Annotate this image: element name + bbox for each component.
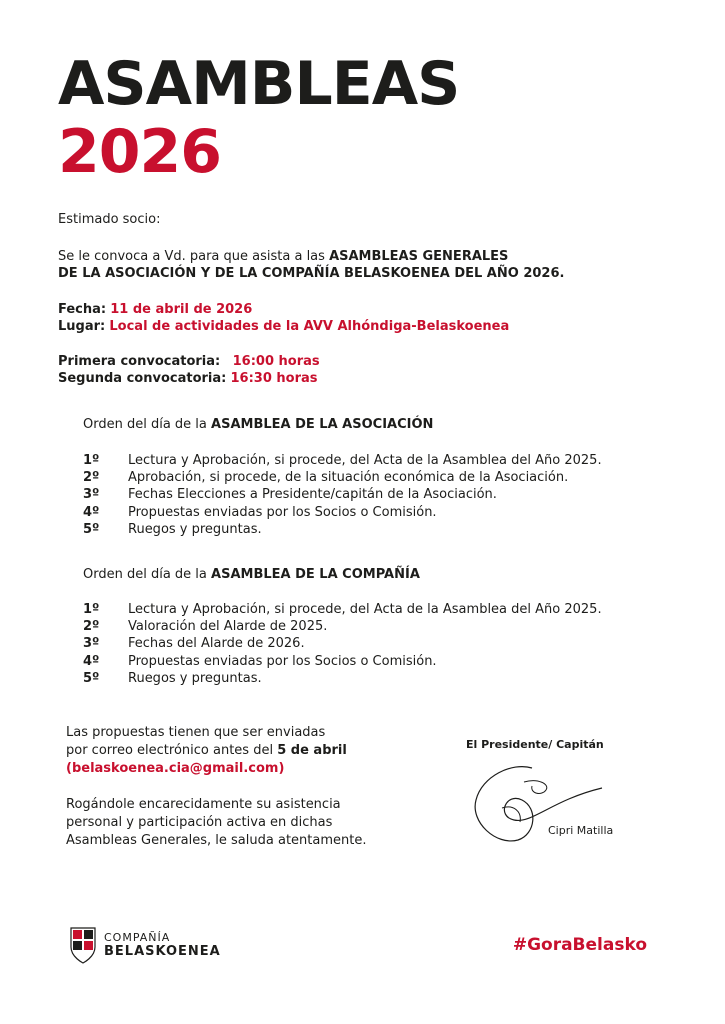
agenda-compania-list (83, 601, 602, 687)
closing-line-2: personal y participación activa en dichas (66, 815, 333, 830)
list-item (83, 469, 602, 486)
item-text: Propuestas enviadas por los Socios o Comisión. (128, 653, 437, 669)
item-text: Fechas Elecciones a Presidente/capitán de la Asociación. (128, 487, 497, 503)
greeting: Estimado socio: (58, 212, 161, 227)
intro-bold-1: ASAMBLEAS GENERALES (329, 249, 509, 264)
item-text: Ruegos y preguntas. (128, 670, 262, 686)
list-item (83, 618, 602, 635)
title-line-year: 2026 (58, 117, 221, 187)
list-item (83, 653, 602, 670)
item-number: 1º (83, 453, 100, 468)
item-text: Aprobación, si procede, de la situación económica de la Asociación. (128, 470, 569, 486)
agenda-asociacion-list (83, 452, 602, 538)
item-number: 5º (83, 670, 100, 686)
list-item (83, 504, 602, 521)
agenda-asociacion-title: ASAMBLEA DE LA ASOCIACIÓN (211, 417, 434, 432)
page-title (58, 50, 459, 186)
logo-line-1: COMPAÑÍA (104, 931, 171, 944)
logo-line-2: BELASKOENEA (104, 944, 221, 959)
item-text: Lectura y Aprobación, si procede, del Acta de la Asamblea del Año 2025. (128, 602, 602, 617)
primera-label: Primera convocatoria: (58, 354, 221, 369)
item-number: 1º (83, 602, 100, 617)
handwritten-signature (462, 756, 612, 852)
signature-name: Cipri Matilla (548, 824, 614, 837)
item-number: 3º (83, 487, 100, 503)
deadline-date: 5 de abril (277, 743, 347, 758)
contact-email: (belaskoenea.cia@gmail.com) (66, 761, 285, 776)
item-text: Lectura y Aprobación, si procede, del Acta de la Asamblea del Año 2025. (128, 453, 602, 468)
agenda-compania-heading (83, 567, 420, 582)
fecha-label: Fecha: (58, 302, 107, 317)
agenda-asociacion-prefix: Orden del día de la (83, 417, 212, 432)
item-text: Ruegos y preguntas. (128, 521, 262, 537)
item-text: Propuestas enviadas por los Socios o Comisión. (128, 504, 437, 520)
fecha-value: 11 de abril de 2026 (110, 302, 253, 317)
item-number: 5º (83, 521, 100, 537)
title-line-asambleas: ASAMBLEAS (58, 49, 460, 119)
item-text: Valoración del Alarde de 2025. (128, 619, 328, 635)
list-item (83, 635, 602, 652)
segunda-convocatoria-line (58, 370, 318, 387)
footer-line-2 (66, 742, 366, 760)
intro-bold-2: DE LA ASOCIACIÓN Y DE LA COMPAÑÍA BELASKOENEA DEL AÑO 2026. (58, 266, 565, 281)
crest-icon (68, 925, 98, 965)
primera-convocatoria-line (58, 353, 320, 370)
agenda-asociacion-heading (83, 417, 433, 432)
footer-line-2-text: por correo electrónico antes del (66, 743, 278, 758)
closing-line-1: Rogándole encarecidamente su asistencia (66, 797, 341, 812)
item-number: 2º (83, 619, 100, 635)
lugar-line (58, 318, 509, 335)
signature-role: El Presidente/ Capitán (466, 738, 604, 751)
agenda-compania-prefix: Orden del día de la (83, 567, 212, 582)
item-number: 2º (83, 470, 100, 486)
lugar-label: Lugar: (58, 319, 106, 334)
segunda-value: 16:30 horas (230, 371, 318, 386)
segunda-label: Segunda convocatoria: (58, 371, 227, 386)
fecha-line (58, 301, 252, 318)
lugar-value: Local de actividades de la AVV Alhóndiga-Belaskoenea (109, 319, 510, 334)
footer-line-1: Las propuestas tienen que ser enviadas (66, 725, 326, 740)
list-item (83, 521, 602, 538)
intro-line-1 (58, 248, 508, 265)
agenda-compania-title: ASAMBLEA DE LA COMPAÑÍA (211, 567, 420, 582)
item-number: 4º (83, 504, 100, 520)
list-item (83, 670, 602, 687)
closing-line-3: Asambleas Generales, le saluda atentamente. (66, 833, 367, 848)
list-item (83, 486, 602, 503)
item-text: Fechas del Alarde de 2026. (128, 636, 305, 652)
footer-notice (66, 724, 366, 850)
item-number: 3º (83, 636, 100, 652)
item-number: 4º (83, 653, 100, 669)
company-logo (68, 925, 221, 965)
list-item (83, 452, 602, 469)
list-item (83, 601, 602, 618)
primera-value: 16:00 horas (232, 354, 320, 369)
hashtag: #GoraBelasko (512, 935, 647, 955)
intro-text: Se le convoca a Vd. para que asista a las (58, 249, 330, 264)
